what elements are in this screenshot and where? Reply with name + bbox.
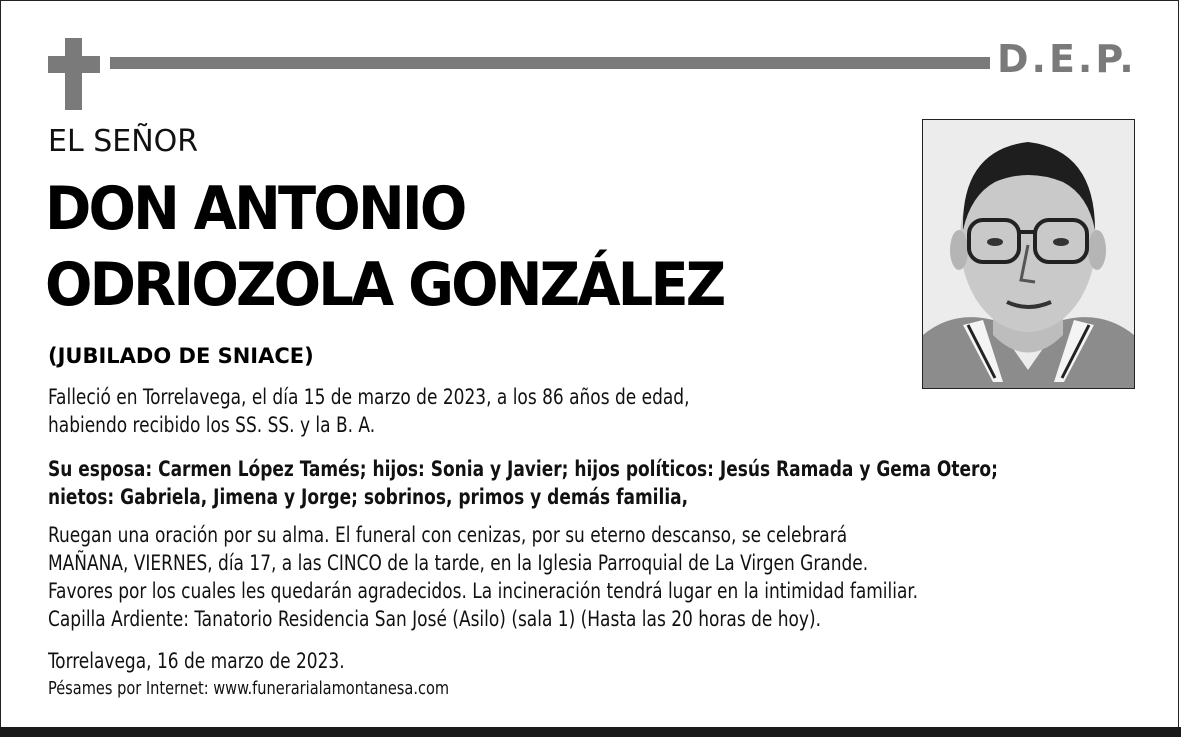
funeral-line-3: Favores por los cuales les quedarán agradecidos. La incineración tendrá lugar en la intimidad familiar. (48, 579, 919, 603)
place-date: Torrelavega, 16 de marzo de 2023. (48, 649, 345, 673)
portrait-photo (922, 119, 1135, 389)
funeral-line-1: Ruegan una oración por su alma. El funeral con cenizas, por su eterno descanso, se celebrará (48, 523, 848, 547)
condolences-link: Pésames por Internet: www.funerarialamontanesa.com (48, 678, 450, 699)
family-list (48, 455, 998, 511)
family-line-2: nietos: Gabriela, Jimena y Jorge; sobrinos, primos y demás familia, (48, 485, 689, 509)
funeral-line-4: Capilla Ardiente: Tanatorio Residencia San José (Asilo) (sala 1) (Hasta las 20 horas de hoy). (48, 607, 822, 631)
death-notice (48, 383, 690, 439)
name-line-2: ODRIOZOLA GONZÁLEZ (45, 250, 724, 320)
cross-icon (48, 38, 100, 110)
deceased-name (45, 171, 723, 323)
honorific-title: EL SEÑOR (48, 124, 199, 159)
name-line-1: DON ANTONIO (45, 174, 465, 244)
family-line-1: Su esposa: Carmen López Tamés; hijos: Sonia y Javier; hijos políticos: Jesús Ramada y Gema Otero; (48, 457, 998, 481)
funeral-details (48, 521, 918, 633)
bottom-rule (0, 727, 1181, 737)
funeral-line-2: MAÑANA, VIERNES, día 17, a las CINCO de la tarde, en la Iglesia Parroquial de La Virgen Grande. (48, 551, 869, 575)
dep-label: D.E.P. (997, 37, 1137, 81)
occupation: (JUBILADO DE SNIACE) (48, 344, 314, 368)
death-notice-line-1: Falleció en Torrelavega, el día 15 de marzo de 2023, a los 86 años de edad, (48, 385, 690, 409)
header-rule (110, 57, 990, 69)
death-notice-line-2: habiendo recibido los SS. SS. y la B. A. (48, 413, 376, 437)
